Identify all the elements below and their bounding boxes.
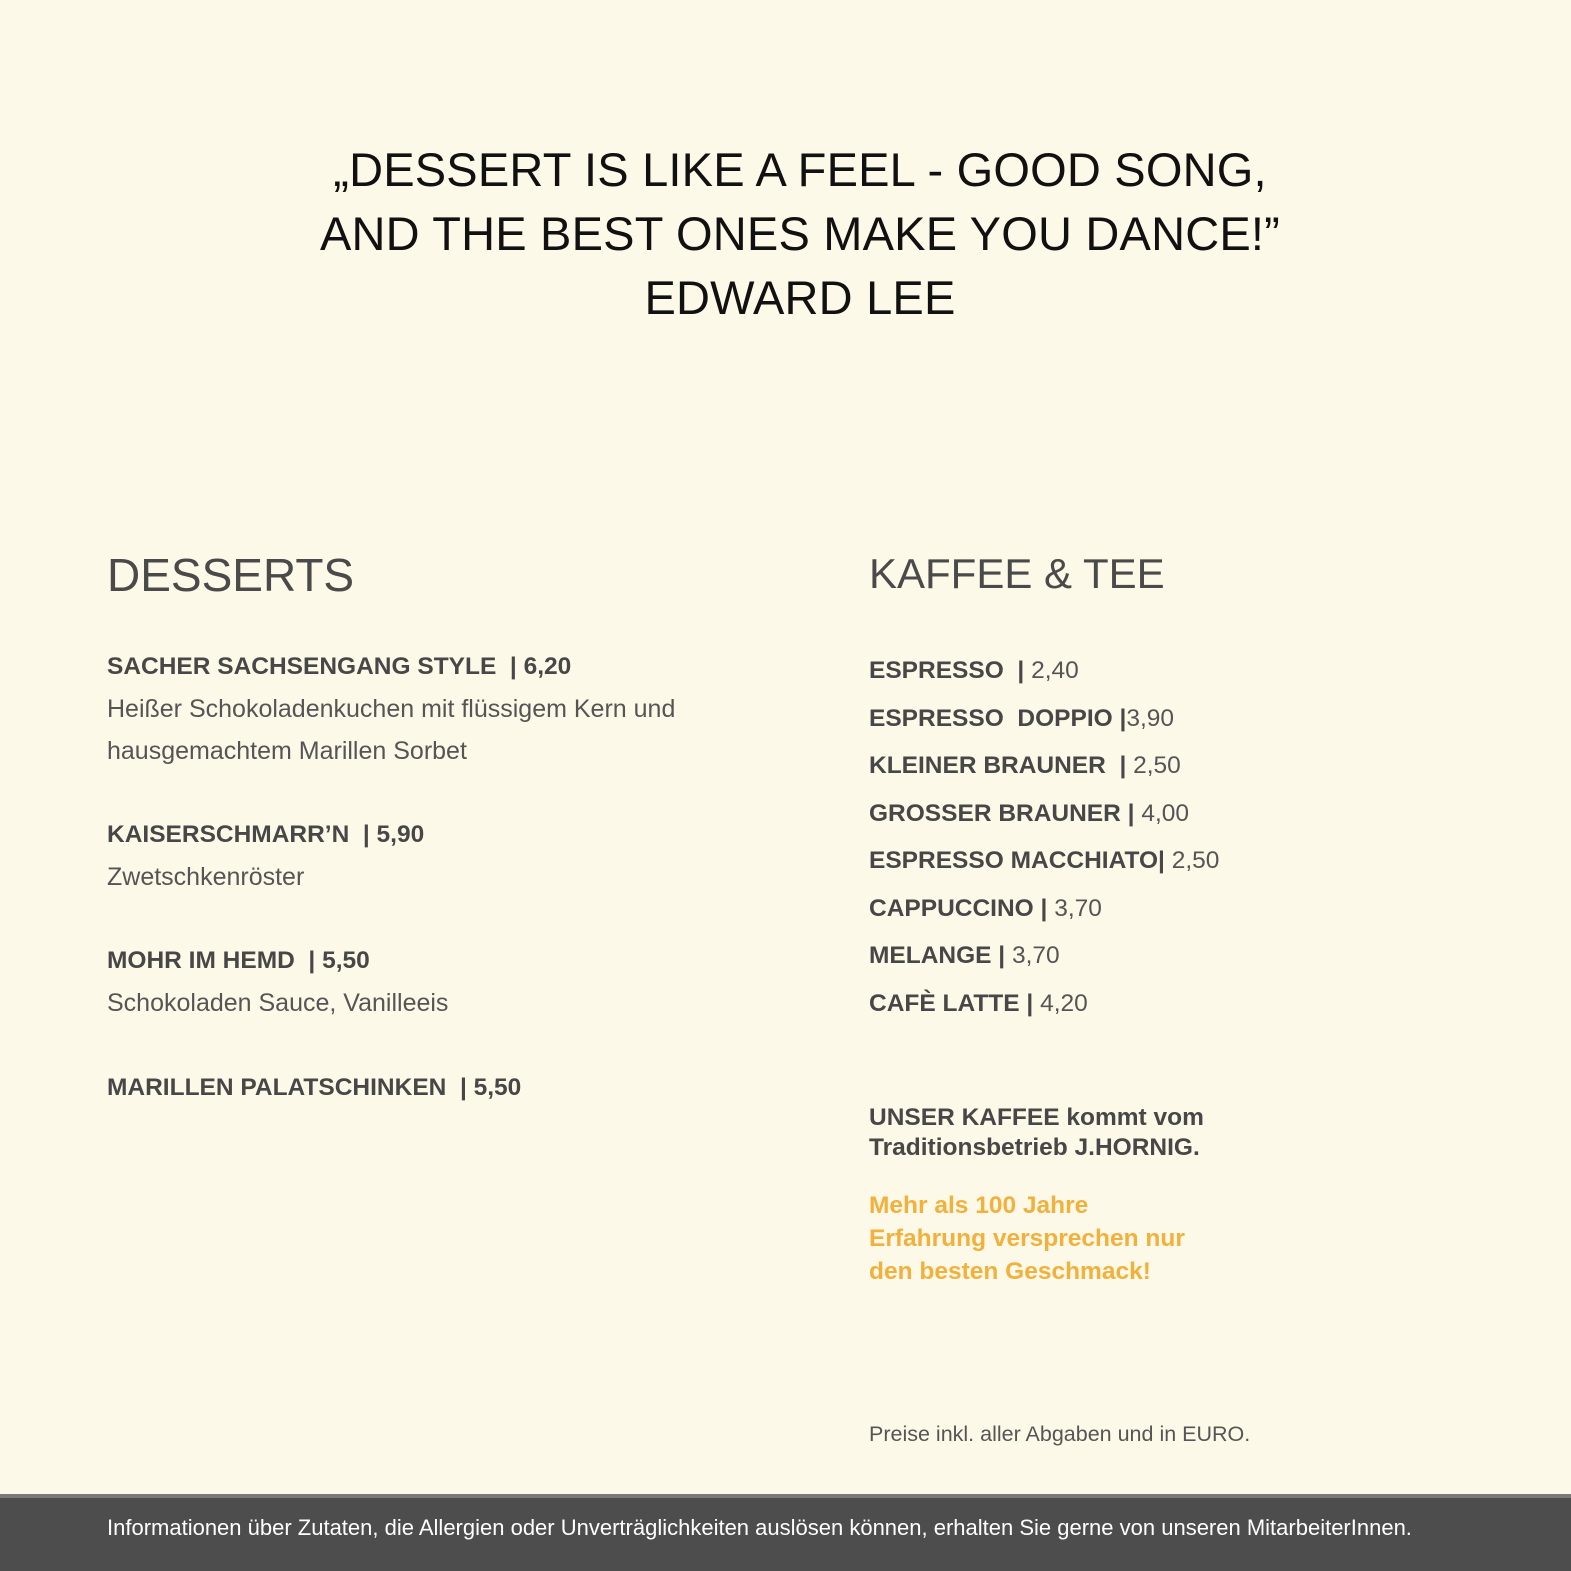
highlight-line: Erfahrung versprechen nur (869, 1225, 1185, 1252)
kaffee-heading: KAFFEE & TEE (869, 550, 1165, 597)
coffee-price: 2,40 (1031, 657, 1079, 684)
dessert-description: Zwetschkenröster (107, 863, 305, 891)
coffee-price: 3,70 (1054, 894, 1102, 922)
coffee-name: ESPRESSO DOPPIO | (869, 704, 1127, 732)
dessert-item (107, 652, 767, 772)
coffee-item (869, 749, 1219, 797)
info-line: Traditionsbetrieb J.HORNIG. (869, 1134, 1200, 1161)
dessert-name: SACHER SACHSENGANG STYLE | 6,20 (107, 653, 572, 680)
footer-bar (0, 1494, 1571, 1571)
coffee-price: 2,50 (1171, 847, 1220, 874)
coffee-list (869, 654, 1219, 1034)
quote-line-2: AND THE BEST ONES MAKE YOU DANCE!” (319, 207, 1281, 260)
info-line: UNSER KAFFEE kommt vom (869, 1104, 1204, 1131)
prices-note: Preise inkl. aller Abgaben und in EURO. (869, 1422, 1251, 1446)
coffee-item (869, 702, 1219, 750)
dessert-name: MOHR IM HEMD | 5,50 (107, 947, 370, 974)
highlight-line: Mehr als 100 Jahre (869, 1192, 1089, 1219)
coffee-price: 3,90 (1126, 704, 1175, 732)
coffee-price: 2,50 (1133, 752, 1181, 779)
dessert-name: KAISERSCHMARR’N | 5,90 (107, 821, 425, 848)
highlight-line: den besten Geschmack! (869, 1258, 1151, 1285)
quote-block (0, 138, 1571, 330)
coffee-name: MELANGE | (869, 942, 1012, 969)
coffee-name: ESPRESSO | (869, 657, 1032, 684)
coffee-item (869, 844, 1219, 892)
dessert-description: Schokoladen Sauce, Vanilleeis (107, 989, 449, 1017)
coffee-item (869, 892, 1219, 940)
coffee-price: 3,70 (1011, 942, 1060, 969)
coffee-price: 4,20 (1040, 989, 1088, 1017)
coffee-name: KLEINER BRAUNER | (869, 752, 1134, 779)
dessert-name: MARILLEN PALATSCHINKEN | 5,50 (107, 1074, 522, 1101)
coffee-name: ESPRESSO MACCHIATO| (869, 847, 1172, 874)
coffee-name: CAPPUCCINO | (869, 894, 1055, 922)
dessert-item (107, 1073, 767, 1103)
coffee-price: 4,00 (1141, 799, 1189, 827)
coffee-highlight (869, 1189, 1289, 1288)
coffee-name: GROSSER BRAUNER | (869, 799, 1142, 827)
dessert-description: Heißer Schokoladenkuchen mit flüssigem Kern und hausgemachtem Marillen Sorbet (107, 695, 676, 765)
dessert-item (107, 820, 767, 898)
coffee-item (869, 987, 1219, 1035)
coffee-supplier-info (869, 1103, 1289, 1163)
coffee-item (869, 654, 1219, 702)
coffee-item (869, 797, 1219, 845)
dessert-item (107, 946, 767, 1024)
coffee-name: CAFÈ LATTE | (869, 989, 1041, 1017)
desserts-heading: DESSERTS (107, 549, 355, 601)
allergen-notice: Informationen über Zutaten, die Allergien oder Unverträglichkeiten auslösen können, erhalten Sie gerne von unseren MitarbeiterInnen. (107, 1515, 1412, 1540)
coffee-item (869, 939, 1219, 987)
quote-line-1: „DESSERT IS LIKE A FEEL - GOOD SONG, (333, 143, 1267, 196)
quote-author: EDWARD LEE (644, 271, 956, 324)
